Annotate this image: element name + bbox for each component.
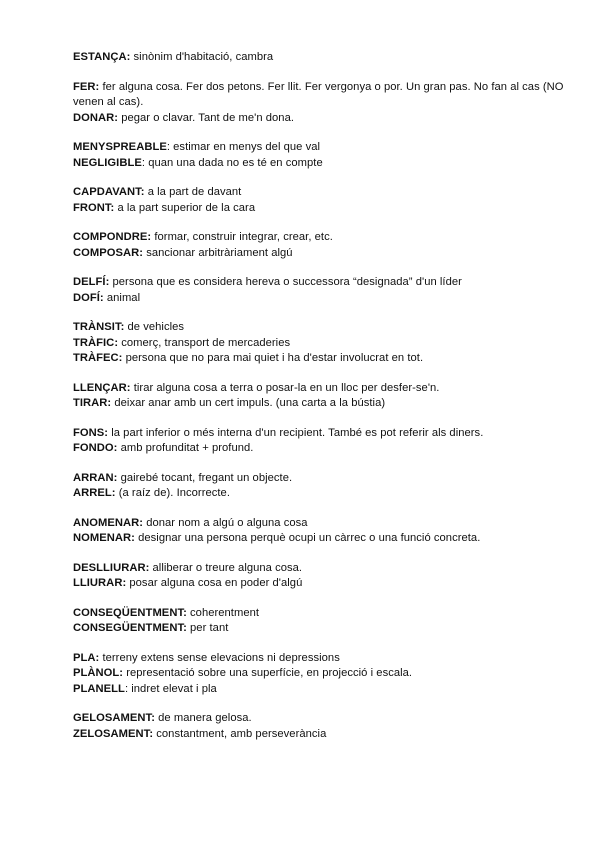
entry-term: COMPONDRE: bbox=[73, 231, 152, 243]
entry-term: LLIURAR: bbox=[73, 577, 127, 589]
entry-term: PLÀNOL: bbox=[73, 667, 124, 679]
entry-definition: la part inferior o més interna d'un recipient. També es pot referir als diners. bbox=[108, 426, 484, 439]
glossary-entry bbox=[73, 711, 573, 727]
glossary-entry bbox=[73, 441, 573, 457]
glossary-entry bbox=[73, 396, 573, 412]
entry-term: MENYSPREABLE bbox=[73, 141, 167, 153]
glossary-entry bbox=[73, 486, 573, 502]
glossary-group bbox=[73, 651, 573, 698]
entry-term: FER: bbox=[73, 80, 100, 93]
entry-term: GELOSAMENT: bbox=[73, 712, 155, 724]
entry-definition: alliberar o treure alguna cosa. bbox=[149, 561, 303, 574]
entry-term: COMPOSAR: bbox=[73, 246, 144, 259]
glossary-group bbox=[73, 140, 573, 171]
glossary-group bbox=[73, 711, 573, 742]
glossary-entry bbox=[73, 351, 573, 367]
entry-definition: terreny extens sense elevacions ni depressions bbox=[99, 651, 340, 664]
entry-term: TRÀFEC: bbox=[73, 352, 123, 364]
glossary-entry bbox=[73, 516, 573, 532]
entry-term: NOMENAR: bbox=[73, 532, 135, 544]
entry-term: CONSEQÜENTMENT: bbox=[73, 606, 187, 619]
entry-term: FONS: bbox=[73, 426, 109, 439]
glossary-group bbox=[73, 516, 573, 547]
entry-term: DELFÍ: bbox=[73, 276, 110, 288]
glossary-list bbox=[73, 50, 573, 742]
entry-term: DONAR: bbox=[73, 111, 119, 124]
glossary-entry bbox=[73, 727, 573, 743]
entry-definition: a la part de davant bbox=[144, 186, 242, 198]
entry-definition: animal bbox=[103, 291, 141, 304]
glossary-entry bbox=[73, 651, 573, 667]
glossary-entry bbox=[73, 682, 573, 698]
entry-definition: persona que no para mai quiet i ha d'estar involucrat en tot. bbox=[122, 352, 424, 364]
glossary-group bbox=[73, 275, 573, 306]
glossary-entry bbox=[73, 561, 573, 577]
entry-definition: persona que es considera hereva o successora “designada” d'un líder bbox=[109, 276, 462, 288]
entry-term: PLANELL bbox=[73, 682, 125, 695]
entry-term: CAPDAVANT: bbox=[73, 186, 145, 198]
glossary-group bbox=[73, 80, 573, 127]
entry-definition: : estimar en menys del que val bbox=[166, 141, 321, 153]
entry-term: TRÀFIC: bbox=[73, 336, 119, 349]
glossary-entry bbox=[73, 156, 573, 172]
entry-definition: formar, construir integrar, crear, etc. bbox=[151, 231, 333, 243]
glossary-entry bbox=[73, 666, 573, 682]
glossary-group bbox=[73, 426, 573, 457]
entry-definition: posar alguna cosa en poder d'algú bbox=[126, 577, 303, 589]
glossary-group bbox=[73, 381, 573, 412]
entry-definition: amb profunditat + profund. bbox=[117, 442, 254, 454]
glossary-entry bbox=[73, 80, 573, 111]
entry-term: NEGLIGIBLE bbox=[73, 156, 142, 169]
glossary-entry bbox=[73, 471, 573, 487]
glossary-group bbox=[73, 230, 573, 261]
entry-term: FRONT: bbox=[73, 201, 115, 214]
entry-term: PLA: bbox=[73, 651, 100, 664]
entry-term: ESTANÇA: bbox=[73, 51, 131, 63]
glossary-entry bbox=[73, 381, 573, 397]
entry-term: ZELOSAMENT: bbox=[73, 727, 154, 740]
glossary-entry bbox=[73, 111, 573, 127]
entry-definition: : quan una dada no es té en compte bbox=[141, 156, 323, 169]
glossary-entry bbox=[73, 201, 573, 217]
glossary-entry bbox=[73, 426, 573, 442]
entry-definition: gairebé tocant, fregant un objecte. bbox=[117, 471, 293, 484]
entry-definition: constantment, amb perseverància bbox=[153, 727, 327, 740]
glossary-entry bbox=[73, 531, 573, 547]
entry-definition: representació sobre una superfície, en projecció i escala. bbox=[123, 667, 413, 679]
entry-definition: de manera gelosa. bbox=[154, 712, 252, 724]
entry-definition: deixar anar amb un cert impuls. (una carta a la bústia) bbox=[111, 397, 386, 409]
glossary-group bbox=[73, 606, 573, 637]
entry-definition: fer alguna cosa. Fer dos petons. Fer llit. Fer vergonya o por. Un gran pas. No fan al cas (NO venen al cas). bbox=[73, 80, 564, 108]
entry-term: TIRAR: bbox=[73, 397, 112, 409]
entry-term: CONSEGÜENTMENT: bbox=[73, 622, 187, 634]
entry-definition: donar nom a algú o alguna cosa bbox=[143, 516, 308, 529]
glossary-entry bbox=[73, 291, 573, 307]
entry-definition: designar una persona perquè ocupi un càrrec o una funció concreta. bbox=[134, 532, 481, 544]
entry-definition: pegar o clavar. Tant de me'n dona. bbox=[118, 111, 295, 124]
glossary-entry bbox=[73, 140, 573, 156]
glossary-entry bbox=[73, 576, 573, 592]
entry-term: DOFÍ: bbox=[73, 291, 104, 304]
document-page bbox=[73, 50, 573, 756]
glossary-entry bbox=[73, 230, 573, 246]
glossary-entry bbox=[73, 621, 573, 637]
entry-term: ARREL: bbox=[73, 487, 116, 499]
glossary-entry bbox=[73, 246, 573, 262]
entry-definition: a la part superior de la cara bbox=[114, 201, 256, 214]
entry-definition: coherentment bbox=[186, 606, 260, 619]
glossary-group bbox=[73, 320, 573, 367]
entry-definition: tirar alguna cosa a terra o posar-la en un lloc per desfer-se'n. bbox=[130, 381, 440, 394]
glossary-entry bbox=[73, 50, 573, 66]
glossary-group bbox=[73, 185, 573, 216]
entry-definition: de vehicles bbox=[124, 321, 185, 333]
entry-term: DESLLIURAR: bbox=[73, 561, 150, 574]
entry-term: LLENÇAR: bbox=[73, 381, 131, 394]
glossary-entry bbox=[73, 320, 573, 336]
glossary-entry bbox=[73, 336, 573, 352]
entry-definition: sancionar arbitràriament algú bbox=[143, 246, 293, 259]
entry-term: TRÀNSIT: bbox=[73, 321, 125, 333]
glossary-entry bbox=[73, 606, 573, 622]
glossary-group bbox=[73, 471, 573, 502]
glossary-entry bbox=[73, 275, 573, 291]
entry-definition: comerç, transport de mercaderies bbox=[118, 336, 291, 349]
entry-definition: sinònim d'habitació, cambra bbox=[130, 51, 274, 63]
glossary-group bbox=[73, 561, 573, 592]
entry-term: ARRAN: bbox=[73, 471, 118, 484]
entry-definition: : indret elevat i pla bbox=[124, 682, 217, 695]
glossary-entry bbox=[73, 185, 573, 201]
entry-definition: per tant bbox=[186, 622, 229, 634]
entry-term: FONDO: bbox=[73, 442, 118, 454]
entry-definition: (a raíz de). Incorrecte. bbox=[115, 487, 230, 499]
entry-term: ANOMENAR: bbox=[73, 516, 144, 529]
glossary-group bbox=[73, 50, 573, 66]
